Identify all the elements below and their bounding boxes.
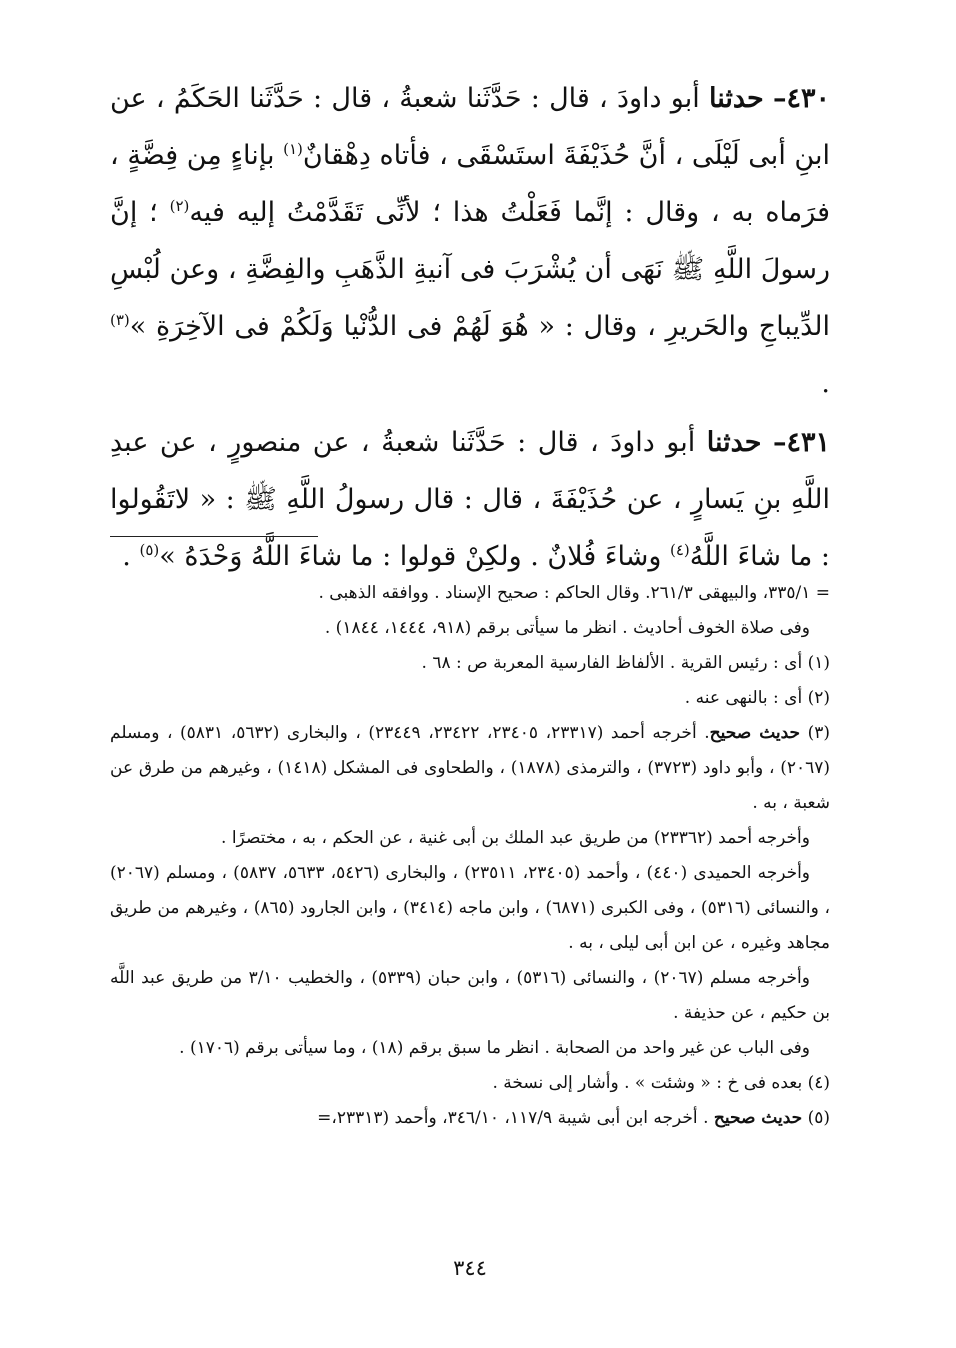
footnote-ref: (١)	[283, 140, 303, 158]
footnote-ref: (٤)	[669, 541, 690, 559]
footnote-text: وأخرجه أحمد (٢٣٣٦٢) من طريق عبد الملك بن أبى غنية ، عن الحكم ، به ، مختصرًا .	[221, 828, 810, 848]
footnote-text: وأخرجه مسلم (٢٠٦٧) ، والنسائى (٥٣١٦) ، وابن حبان (٥٣٣٩) ، والخطيب ٣/١٠ من طريق عبد اللَّه بن حكيم ، عن حذيفة .	[110, 968, 830, 1023]
footnote-text: وفى صلاة الخوف أحاديث . انظر ما سيأتى برقم (٩١٨، ١٤٤٤، ١٨٤٤) .	[324, 618, 810, 638]
footnotes	[110, 576, 830, 1136]
footnote-text: وفى الباب عن غير واحد من الصحابة . انظر ما سبق برقم (١٨) ، وما سيأتى برقم (١٧٠٦) .	[179, 1038, 810, 1058]
hadith-lead-word: حدثنا	[708, 83, 764, 114]
hadith-430	[110, 70, 830, 412]
page-number: ٣٤٤	[453, 1256, 487, 1280]
footnote-text: = ٣٣٥/١، والبيهقى ٢٦١/٣. وقال الحاكم : صحيح الإسناد . ووافقه الذهبى .	[318, 583, 830, 603]
footnote-text: . أخرجه ابن أبى شيبة ١١٧/٩، ٣٤٦/١٠، وأحمد (٢٣٣١٣،=	[317, 1108, 714, 1128]
footnote-line	[110, 716, 830, 821]
footnote-text: (٢) أى : بالنهى عنه .	[684, 688, 830, 708]
book-page	[110, 70, 830, 1320]
footnote-text: (٤) بعده فى خ : « وشئت » . وأشار إلى نسخة .	[492, 1073, 830, 1093]
hadith-number: ٤٣١–	[772, 427, 830, 458]
hadith-lead-word: حدثنا	[706, 427, 762, 458]
footnote-ref: (٣)	[110, 311, 130, 329]
footnote-separator	[110, 536, 318, 537]
main-text	[110, 70, 830, 585]
footnote-text: (١) أى : رئيس القرية . الألفاظ الفارسية المعربة ص : ٦٨ .	[421, 653, 830, 673]
footnote-line	[110, 611, 830, 646]
footnote-line	[110, 1101, 830, 1136]
footnote-text: . أخرجه أحمد (٢٣٣١٧، ٢٣٤٠٥، ٢٣٤٢٢، ٢٣٤٤٩) ، والبخارى (٥٦٣٢، ٥٨٣١) ، ومسلم (٢٠٦٧) ، وأبو داود (٣٧٢٣) ، والترمذى (١٨٧٨) ، والطحاوى فى المشكل (١٤١٨) ، وغيرهم من طرق عن شعبة ، به .	[110, 723, 831, 813]
hadith-text: وشاءَ فُلانٌ . ولكِنْ قولوا : ما شاءَ اللَّهُ وَحْدَهُ »	[159, 541, 670, 572]
hadith-text: أبو داودَ ، قال : حَدَّثَنا شعبةُ ، عن منصورٍ ، عن عبدِ اللَّهِ بنِ يَسارٍ ، عن حُذَيْفَةَ ، قال : قال رسولُ اللَّهِ ﷺ : « لاتَقُولوا : ما شاءَ اللَّهُ	[110, 427, 830, 572]
hadith-text: .	[122, 541, 140, 572]
hadith-text: أبو داودَ ، قال : حَدَّثَنا شعبةُ ، قال : حَدَّثَنا الحَكَمُ ، عن ابنِ أبى لَيْلَى ، أنَّ حُذَيْفَةَ استَسْقَى ، فأتاه دِهْقانٌ	[110, 83, 830, 171]
hadith-text: بإناءٍ مِن فِضَّةٍ ، فرَماه به ، وقال : إنَّما فَعَلْتُ هذا ؛ لأنِّى تَقَدَّمْتُ إليه فيه	[110, 140, 830, 228]
footnote-grade: حديث صحيح	[709, 723, 801, 743]
footnote-number: (٥)	[802, 1108, 830, 1128]
footnote-number: (٣)	[800, 723, 831, 743]
footnote-line	[110, 856, 830, 961]
footnote-line	[110, 821, 830, 856]
hadith-text: ؛ إنَّ رسولَ اللَّهِ ﷺ نَهَى أن يُشْرَبَ فى آنيةِ الذَّهَبِ والفِضَّةِ ، وعن لُبْسِ الدِّيباجِ والحَريرِ ، وقال : « هُوَ لَهُمْ فى الدُّنْيا وَلَكُمْ فى الآخِرَةِ »	[110, 197, 830, 342]
footnote-grade: حديث صحيح	[713, 1108, 803, 1128]
footnote-line	[110, 1066, 830, 1101]
hadith-text: .	[821, 368, 830, 399]
footnote-ref: (٢)	[169, 197, 190, 215]
footnote-line	[110, 961, 830, 1031]
footnote-line	[110, 576, 830, 611]
footnote-ref: (٥)	[139, 541, 160, 559]
hadith-431	[110, 414, 830, 585]
footnote-line	[110, 681, 830, 716]
hadith-number: ٤٣٠–	[772, 83, 830, 114]
footnote-line	[110, 1031, 830, 1066]
footnote-line	[110, 646, 830, 681]
footnote-text: وأخرجه الحميدى (٤٤٠) ، وأحمد (٢٣٤٠٥، ٢٣٥١١) ، والبخارى (٥٤٢٦، ٥٦٣٣، ٥٨٣٧) ، ومسلم (٢٠٦٧) ، والنسائى (٥٣١٦) ، وفى الكبرى (٦٨٧١) ، وابن ماجه (٣٤١٤) ، وابن الجارود (٨٦٥) ، وغيرهم من طريق مجاهد وغيره ، عن ابن أبى ليلى ، به .	[110, 863, 830, 953]
